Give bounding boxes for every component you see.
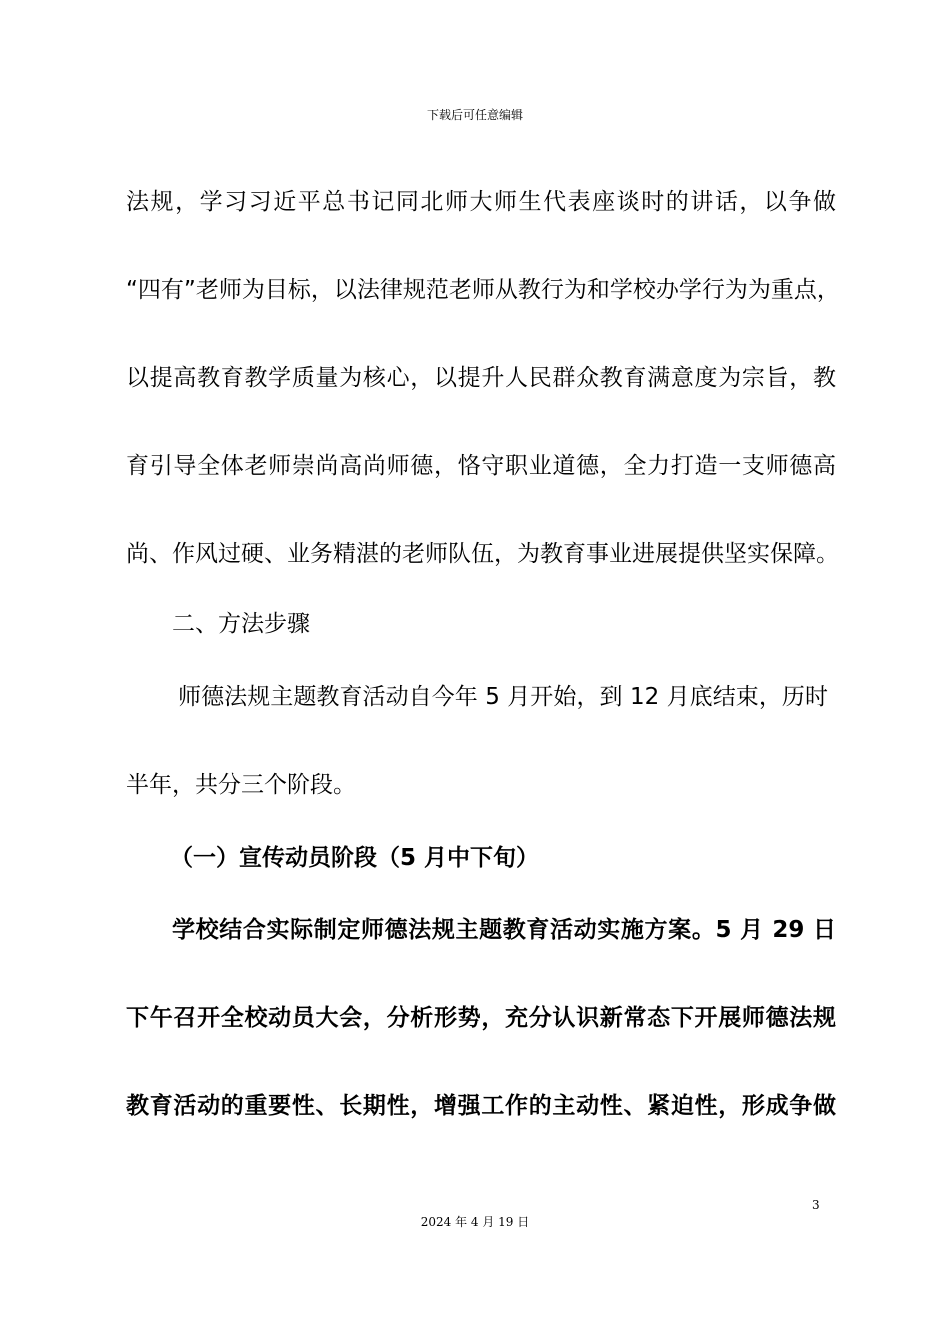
subheading: （一）宣传动员阶段（5 月中下旬） [170,845,540,871]
body-text-line: “四有”老师为目标，以法律规范老师从教行为和学校办学行为为重点， [126,277,840,303]
body-text-line: 以提高教育教学质量为核心，以提升人民群众教育满意度为宗旨，教 [126,365,836,391]
header-note: 下载后可任意编辑 [426,108,523,122]
page-number: 3 [812,1198,820,1212]
body-text-line: 尚、作风过硬、业务精湛的老师队伍，为教育事业进展提供坚实保障。 [126,541,839,567]
section-heading: 二、方法步骤 [172,611,310,637]
bold-text-line: 学校结合实际制定师德法规主题教育活动实施方案。5 月 29 日 [172,917,836,943]
bold-text-line: 下午召开全校动员大会，分析形势，充分认识新常态下开展师德法规 [126,1005,836,1031]
body-text-line: 半年，共分三个阶段。 [126,772,356,798]
body-text-line: 师德法规主题教育活动自今年 5 月开始，到 12 月底结束，历时 [178,684,828,710]
footer-date: 2024 年 4 月 19 日 [420,1215,530,1229]
body-text-line: 育引导全体老师崇尚高尚师德，恪守职业道德，全力打造一支师德高 [126,453,836,479]
body-text-line: 法规，学习习近平总书记同北师大师生代表座谈时的讲话，以争做 [126,189,836,215]
bold-text-line: 教育活动的重要性、长期性，增强工作的主动性、紧迫性，形成争做 [126,1093,836,1119]
